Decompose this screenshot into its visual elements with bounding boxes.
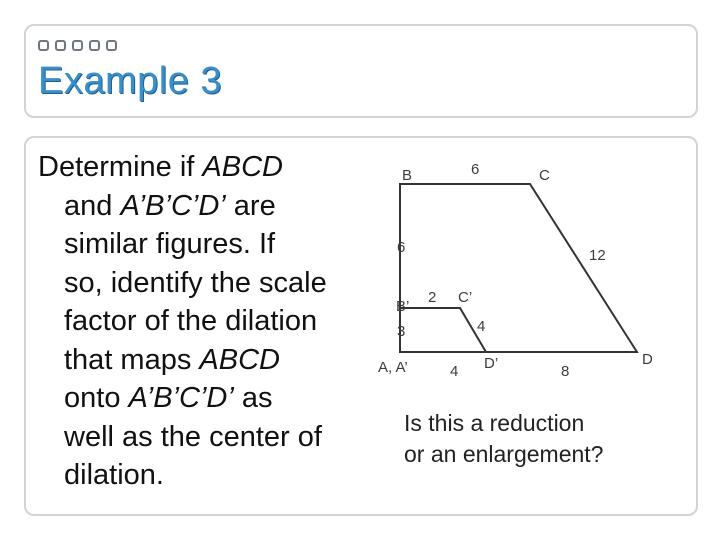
question-line: that maps ABCD xyxy=(64,343,280,376)
question-line: dilation. xyxy=(64,459,164,491)
length-D-prime-D: 8 xyxy=(561,363,570,380)
dot-icon xyxy=(106,40,117,51)
question-text xyxy=(38,148,368,495)
dot-icon xyxy=(89,40,100,51)
dot-icon xyxy=(38,40,49,51)
label-D-prime: D’ xyxy=(484,355,499,372)
title-panel xyxy=(24,24,698,118)
slide-title: Example 3 xyxy=(38,60,223,102)
label-C: C xyxy=(539,167,550,184)
label-B: B xyxy=(402,167,413,184)
question-line: Determine if ABCD xyxy=(38,151,283,183)
inner-trapezoid xyxy=(400,308,486,352)
prompt-text xyxy=(404,408,603,470)
question-line: so, identify the scale xyxy=(64,266,327,299)
dot-icon xyxy=(55,40,66,51)
length-A-D-prime: 4 xyxy=(450,363,459,380)
prompt-line: or an enlargement? xyxy=(404,441,604,467)
length-CD: 12 xyxy=(589,247,606,264)
question-line: similar figures. If xyxy=(64,228,276,260)
dot-icon xyxy=(72,40,83,51)
outer-trapezoid xyxy=(400,184,637,352)
question-line: well as the center of xyxy=(64,420,322,453)
prompt-line: Is this a reduction xyxy=(404,410,585,436)
label-C-prime: C’ xyxy=(458,289,473,306)
length-AB: 6 xyxy=(397,239,406,256)
length-A-B-prime: 3 xyxy=(397,323,406,340)
question-line: onto A’B’C’D’ as xyxy=(64,382,273,414)
label-A-A-prime: A, A’ xyxy=(378,359,408,376)
length-BC: 6 xyxy=(471,161,480,178)
decorative-dots xyxy=(38,40,117,51)
label-D: D xyxy=(642,351,653,368)
question-line: and A’B’C’D’ are xyxy=(64,189,276,222)
trapezoid-diagram xyxy=(370,150,670,390)
length-C-prime-D-prime: 4 xyxy=(477,318,486,335)
label-B-prime: B’ xyxy=(396,298,410,315)
length-B-prime-C-prime: 2 xyxy=(428,289,437,306)
question-line: factor of the dilation xyxy=(64,305,318,337)
